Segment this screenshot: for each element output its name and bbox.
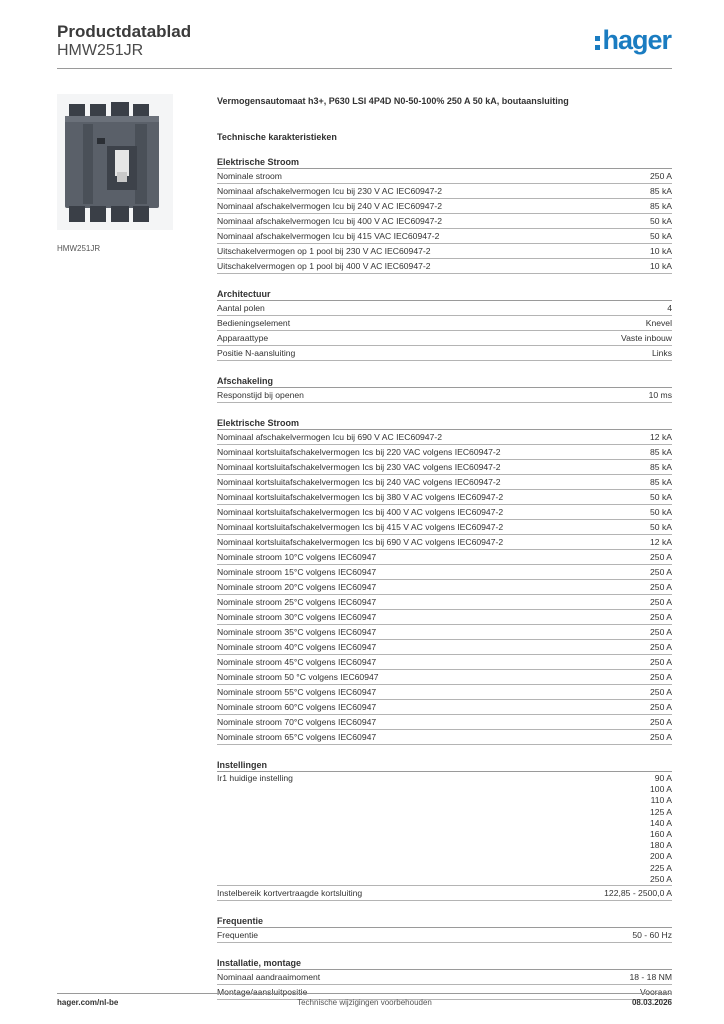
spec-row xyxy=(217,685,672,700)
spec-row xyxy=(217,550,672,565)
spec-label: Nominale stroom 50 °C volgens IEC60947 xyxy=(217,672,379,682)
spec-label: Nominale stroom 60°C volgens IEC60947 xyxy=(217,702,377,712)
spec-row xyxy=(217,460,672,475)
spec-label: Nominale stroom 15°C volgens IEC60947 xyxy=(217,567,377,577)
spec-row xyxy=(217,388,672,403)
spec-value: 140 A xyxy=(650,817,672,828)
spec-row xyxy=(217,169,672,184)
spec-value: Links xyxy=(651,348,672,358)
spec-row xyxy=(217,430,672,445)
spec-value: Vaste inbouw xyxy=(621,333,672,343)
spec-label: Aantal polen xyxy=(217,303,265,313)
document-header xyxy=(57,22,191,60)
footer-date: 08.03.2026 xyxy=(631,998,672,1007)
spec-value: 50 kA xyxy=(650,492,672,502)
spec-value: 110 A xyxy=(650,795,672,806)
spec-value: 250 A xyxy=(650,627,672,637)
spec-value: 250 A xyxy=(650,552,672,562)
spec-row xyxy=(217,700,672,715)
spec-row xyxy=(217,346,672,361)
spec-value: 250 A xyxy=(650,732,672,742)
spec-value: 10 kA xyxy=(650,246,672,256)
spec-row xyxy=(217,610,672,625)
spec-value: 122,85 - 2500,0 A xyxy=(604,888,672,899)
spec-value: 180 A xyxy=(650,840,672,851)
spec-value: 250 A xyxy=(650,642,672,652)
section-title: Frequentie xyxy=(217,915,672,928)
spec-row xyxy=(217,970,672,985)
spec-label: Nominaal afschakelvermogen Icu bij 400 V AC IEC60947-2 xyxy=(217,216,442,226)
footer-divider xyxy=(57,993,672,994)
spec-value: 250 A xyxy=(650,567,672,577)
spec-value: 85 kA xyxy=(650,201,672,211)
spec-label: Nominaal afschakelvermogen Icu bij 230 V AC IEC60947-2 xyxy=(217,186,442,196)
spec-value: 50 kA xyxy=(650,216,672,226)
spec-value: 250 A xyxy=(650,171,672,181)
spec-label: Nominale stroom 45°C volgens IEC60947 xyxy=(217,657,377,667)
spec-value: 85 kA xyxy=(650,477,672,487)
spec-row xyxy=(217,928,672,943)
spec-label: Nominale stroom 65°C volgens IEC60947 xyxy=(217,732,377,742)
spec-label: Nominaal kortsluitafschakelvermogen Ics bij 230 VAC volgens IEC60947-2 xyxy=(217,462,501,472)
spec-label: Nominaal afschakelvermogen Icu bij 690 V AC IEC60947-2 xyxy=(217,432,442,442)
spec-value: 85 kA xyxy=(650,186,672,196)
spec-value: Knevel xyxy=(645,318,672,328)
spec-label: Responstijd bij openen xyxy=(217,390,304,400)
tech-heading: Technische karakteristieken xyxy=(217,132,337,142)
spec-row xyxy=(217,886,672,901)
spec-label: Montage/aansluitpositie xyxy=(217,987,308,998)
spec-label: Nominaal kortsluitafschakelvermogen Ics bij 415 V AC volgens IEC60947-2 xyxy=(217,522,504,532)
spec-label: Instelbereik kortvertraagde kortsluiting xyxy=(217,888,363,899)
page-footer xyxy=(57,998,672,1007)
spec-label: Nominale stroom 40°C volgens IEC60947 xyxy=(217,642,377,652)
spec-value: 50 kA xyxy=(650,507,672,517)
spec-label: Nominale stroom 55°C volgens IEC60947 xyxy=(217,687,377,697)
logo-colon-icon xyxy=(595,36,600,50)
section-title: Afschakeling xyxy=(217,375,672,388)
spec-sections xyxy=(217,156,672,1000)
spec-row xyxy=(217,490,672,505)
spec-row xyxy=(217,595,672,610)
spec-row xyxy=(217,772,672,886)
section-title: Architectuur xyxy=(217,288,672,301)
spec-value-list xyxy=(650,773,672,885)
spec-row xyxy=(217,184,672,199)
spec-value: 85 kA xyxy=(650,447,672,457)
section-title: Elektrische Stroom xyxy=(217,156,672,169)
spec-value: 200 A xyxy=(650,851,672,862)
spec-row xyxy=(217,715,672,730)
spec-value: 90 A xyxy=(654,773,672,783)
spec-value: 100 A xyxy=(650,784,672,795)
spec-value: 10 ms xyxy=(648,390,672,400)
spec-row xyxy=(217,670,672,685)
spec-row xyxy=(217,445,672,460)
spec-value: 250 A xyxy=(650,612,672,622)
spec-value: 250 A xyxy=(650,717,672,727)
spec-value: 250 A xyxy=(650,597,672,607)
spec-row xyxy=(217,331,672,346)
spec-value: 12 kA xyxy=(650,537,672,547)
spec-row xyxy=(217,214,672,229)
spec-value: 125 A xyxy=(650,806,672,817)
spec-label: Nominaal afschakelvermogen Icu bij 240 V AC IEC60947-2 xyxy=(217,201,442,211)
spec-row xyxy=(217,244,672,259)
spec-label: Nominale stroom xyxy=(217,171,282,181)
spec-row xyxy=(217,505,672,520)
spec-value: 18 - 18 NM xyxy=(629,972,672,983)
spec-label: Frequentie xyxy=(217,930,259,941)
spec-value: Vooraan xyxy=(639,987,672,998)
spec-row xyxy=(217,565,672,580)
spec-content xyxy=(217,96,672,1000)
image-caption: HMW251JR xyxy=(57,244,101,253)
spec-label: Nominale stroom 10°C volgens IEC60947 xyxy=(217,552,377,562)
spec-label: Nominale stroom 25°C volgens IEC60947 xyxy=(217,597,377,607)
hager-logo xyxy=(595,26,671,54)
logo-text: hager xyxy=(602,25,671,55)
spec-label: Nominale stroom 35°C volgens IEC60947 xyxy=(217,627,377,637)
spec-row xyxy=(217,655,672,670)
spec-value: 50 - 60 Hz xyxy=(632,930,672,941)
spec-value: 50 kA xyxy=(650,522,672,532)
spec-value: 4 xyxy=(667,303,672,313)
spec-label: Nominaal afschakelvermogen Icu bij 415 VAC IEC60947-2 xyxy=(217,231,440,241)
spec-row xyxy=(217,229,672,244)
spec-row xyxy=(217,580,672,595)
spec-row xyxy=(217,535,672,550)
circuit-breaker-image xyxy=(57,94,173,230)
spec-label: Nominale stroom 20°C volgens IEC60947 xyxy=(217,582,377,592)
product-code: HMW251JR xyxy=(57,42,144,59)
spec-row xyxy=(217,475,672,490)
header-divider xyxy=(57,68,672,69)
spec-label: Nominaal aandraaimoment xyxy=(217,972,321,983)
section-title: Installatie, montage xyxy=(217,957,672,970)
spec-label: Uitschakelvermogen op 1 pool bij 230 V AC IEC60947-2 xyxy=(217,246,431,256)
spec-label: Nominale stroom 70°C volgens IEC60947 xyxy=(217,717,377,727)
spec-label: Positie N-aansluiting xyxy=(217,348,296,358)
spec-value: 225 A xyxy=(650,862,672,873)
spec-label: Nominaal kortsluitafschakelvermogen Ics bij 690 V AC volgens IEC60947-2 xyxy=(217,537,504,547)
spec-value: 250 A xyxy=(650,657,672,667)
spec-label: Nominaal kortsluitafschakelvermogen Ics bij 240 VAC volgens IEC60947-2 xyxy=(217,477,501,487)
spec-value: 160 A xyxy=(650,829,672,840)
spec-row xyxy=(217,301,672,316)
spec-value: 250 A xyxy=(650,873,672,884)
spec-row xyxy=(217,625,672,640)
spec-value: 85 kA xyxy=(650,462,672,472)
spec-value: 250 A xyxy=(650,702,672,712)
spec-row xyxy=(217,316,672,331)
spec-row xyxy=(217,730,672,745)
product-description: Vermogensautomaat h3+, P630 LSI 4P4D N0-50-100% 250 A 50 kA, boutaansluiting xyxy=(217,96,569,106)
spec-label: Nominale stroom 30°C volgens IEC60947 xyxy=(217,612,377,622)
spec-label: Apparaattype xyxy=(217,333,269,343)
spec-row xyxy=(217,520,672,535)
spec-value: 250 A xyxy=(650,672,672,682)
spec-label: Bedieningselement xyxy=(217,318,291,328)
spec-label: Ir1 huidige instelling xyxy=(217,773,293,783)
spec-label: Nominaal kortsluitafschakelvermogen Ics bij 220 VAC volgens IEC60947-2 xyxy=(217,447,501,457)
spec-value: 250 A xyxy=(650,582,672,592)
page-title: Productdatablad xyxy=(57,22,192,41)
spec-value: 250 A xyxy=(650,687,672,697)
spec-value: 12 kA xyxy=(650,432,672,442)
footer-disclaimer: Technische wijzigingen voorbehouden xyxy=(297,998,432,1007)
section-title: Instellingen xyxy=(217,759,672,772)
footer-website: hager.com/nl-be xyxy=(57,998,119,1007)
spec-label: Nominaal kortsluitafschakelvermogen Ics bij 400 V AC volgens IEC60947-2 xyxy=(217,507,504,517)
spec-value: 10 kA xyxy=(650,261,672,271)
spec-row xyxy=(217,199,672,214)
spec-value: 50 kA xyxy=(650,231,672,241)
spec-label: Nominaal kortsluitafschakelvermogen Ics bij 380 V AC volgens IEC60947-2 xyxy=(217,492,504,502)
section-title: Elektrische Stroom xyxy=(217,417,672,430)
spec-row xyxy=(217,259,672,274)
spec-label: Uitschakelvermogen op 1 pool bij 400 V AC IEC60947-2 xyxy=(217,261,431,271)
spec-row xyxy=(217,640,672,655)
